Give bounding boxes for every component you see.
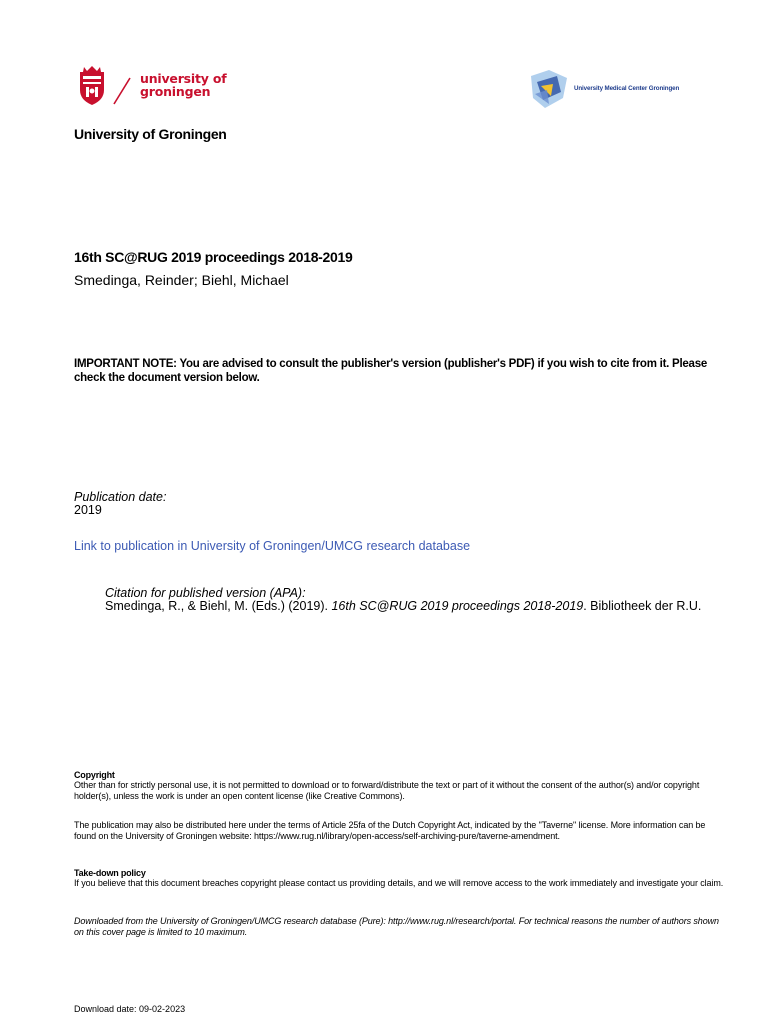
umcg-name: University Medical Center Groningen [574,85,680,92]
taverne-notice: The publication may also be distributed here under the terms of Article 25fa of the Dutch Copyright Act, indicated by the "Taverne" license. More information can be found on the University of Groningen website: https://www.rug.nl/library/open-access/self-archiving-pure/taverne-amendment. [74,820,706,841]
publication-link[interactable]: Link to publication in University of Groningen/UMCG research database [74,539,471,553]
rug-wordmark-line1: university of [140,71,227,86]
copyright-heading: Copyright [74,770,115,780]
rug-slash-icon [110,72,134,108]
copyright-body: Other than for strictly personal use, it is not permitted to download or to forward/distribute the text or part of it without the consent of the author(s) and/or copyright holder(s), unless the work is under an open content license (like Creative Commons). [74,780,700,801]
publication-date-label: Publication date: [74,490,167,504]
important-note: IMPORTANT NOTE: You are advised to consult the publisher's version (publisher's PDF) if you wish to cite from it. Please check the document version below. [74,358,707,384]
download-note: Downloaded from the University of Groningen/UMCG research database (Pure): http://www.rug.nl/research/portal. For technical reasons the number of authors shown on this cover page is limited to 10 maximum. [74,916,719,937]
citation-title: 16th SC@RUG 2019 proceedings 2018-2019 [331,599,584,613]
takedown-body: If you believe that this document breaches copyright please contact us providing details, and we will remove access to the work immediately and investigate your claim. [74,878,724,888]
publication-year: 2019 [74,503,102,517]
citation-suffix: . Bibliotheek der R.U. [583,599,702,613]
authors: Smedinga, Reinder; Biehl, Michael [74,272,289,288]
citation-label: Citation for published version (APA): [105,586,306,600]
download-date: Download date: 09-02-2023 [74,1004,186,1014]
umcg-emblem-icon [527,68,571,110]
umcg-logo [527,68,707,110]
university-of-groningen-logo [78,66,228,110]
citation-prefix: Smedinga, R., & Biehl, M. (Eds.) (2019). [105,599,332,613]
takedown-heading: Take-down policy [74,868,146,878]
citation-text [105,600,705,614]
rug-wordmark-line2: groningen [140,84,211,99]
rug-wordmark [140,72,227,98]
publication-title: 16th SC@RUG 2019 proceedings 2018-2019 [74,249,353,265]
institution-heading: University of Groningen [74,126,227,142]
rug-crest-icon [78,66,106,106]
